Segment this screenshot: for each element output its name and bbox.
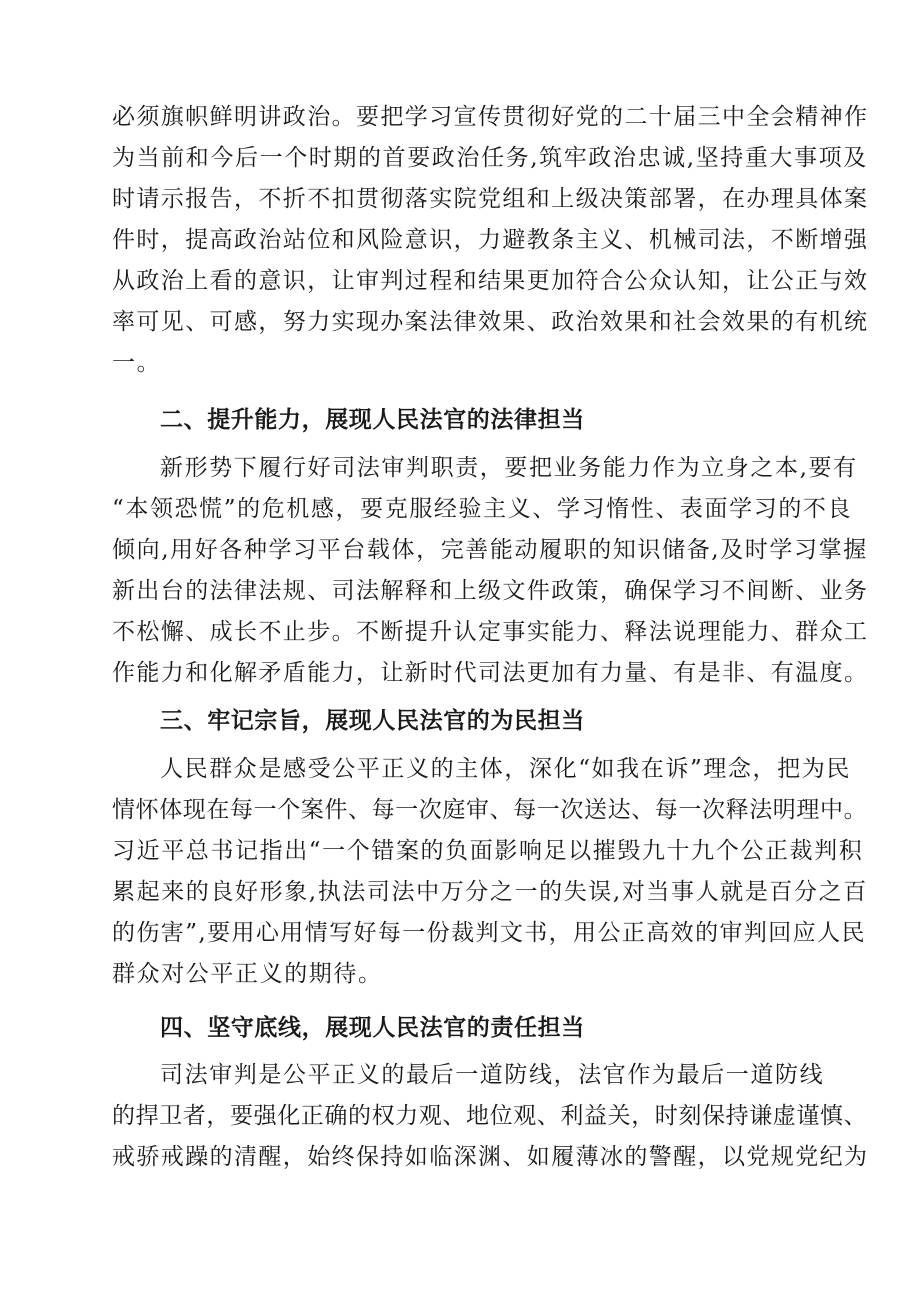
paragraph-line: 群众对公平正义的期待。 [112, 961, 383, 987]
paragraph-line: “本领恐慌”的危机感，要克服经验主义、学习惰性、表面学习的不良 [112, 496, 853, 522]
paragraph-line: 作能力和化解矛盾能力，让新时代司法更加有力量、有是非、有温度。 [112, 660, 869, 686]
paragraph-line: 一。 [112, 350, 162, 376]
paragraph-line: 必须旗帜鲜明讲政治。要把学习宣传贯彻好党的二十届三中全会精神作 [112, 104, 869, 130]
paragraph-line: 戒骄戒躁的清醒，始终保持如临深渊、如履薄冰的警醒，以党规党纪为 [112, 1144, 869, 1170]
section-heading: 二、提升能力，展现人民法官的法律担当 [160, 407, 585, 433]
paragraph-line: 时请示报告，不折不扣贯彻落实院党组和上级决策部署，在办理具体案 [112, 186, 869, 212]
paragraph-line: 习近平总书记指出“一个错案的负面影响足以摧毁九十九个公正裁判积 [112, 838, 864, 864]
paragraph-line: 为当前和今后一个时期的首要政治任务,筑牢政治忠诚,坚持重大事项及 [112, 145, 868, 171]
paragraph-line: 新形势下履行好司法审判职责，要把业务能力作为立身之本,要有 [160, 455, 858, 481]
paragraph-line: 的捍卫者，要强化正确的权力观、地位观、利益关，时刻保持谦虚谨慎、 [112, 1103, 868, 1129]
paragraph-line: 累起来的良好形象,执法司法中万分之一的失误,对当事人就是百分之百 [112, 879, 868, 905]
paragraph-line: 人民群众是感受公平正义的主体，深化“如我在诉”理念，把为民 [160, 756, 851, 782]
paragraph-line: 司法审判是公平正义的最后一道防线，法官作为最后一道防线 [160, 1062, 825, 1088]
section-heading: 三、牢记宗旨，展现人民法官的为民担当 [160, 708, 585, 734]
paragraph-line: 倾向,用好各种学习平台载体，完善能动履职的知识储备,及时学习掌握 [112, 537, 868, 563]
paragraph-line: 的伤害”,要用心用情写好每一份裁判文书，用公正高效的审判回应人民 [112, 920, 866, 946]
paragraph-line: 件时，提高政治站位和风险意识，力避教条主义、机械司法，不断增强 [112, 227, 869, 253]
paragraph-line: 新出台的法律法规、司法解释和上级文件政策，确保学习不间断、业务 [112, 578, 869, 604]
paragraph-line: 不松懈、成长不止步。不断提升认定事实能力、释法说理能力、群众工 [112, 619, 869, 645]
paragraph-line: 情怀体现在每一个案件、每一次庭审、每一次送达、每一次释法明理中。 [112, 797, 868, 823]
paragraph-line: 率可见、可感，努力实现办案法律效果、政治效果和社会效果的有机统 [112, 309, 869, 335]
section-heading: 四、坚守底线，展现人民法官的责任担当 [160, 1015, 585, 1041]
paragraph-line: 从政治上看的意识，让审判过程和结果更加符合公众认知，让公正与效 [112, 268, 869, 294]
